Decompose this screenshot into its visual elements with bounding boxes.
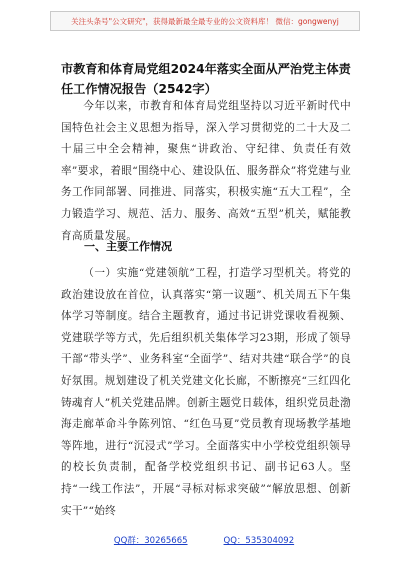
section-heading: 一、主要工作情况 — [84, 240, 172, 253]
section-text: （一）实施“党建领航”工程，打造学习型机关。将党的政治建设放在首位，认真落实“第一议题”、机关周五下午集体学习等制度。结合主题教育，通过书记讲党课收看视频、党建联学等方式，先后组织机关集体学习23期，形成了领导干部“带头学”、业务科室“全面学”、结对共建“联合学”的良好氛围。规划建设了机关党建文化长廊，不断擦亮“三红四化铸魂育人”机关党建品牌。创新主题党日载体，组织党员赴渤海走廊革命斗争陈列馆、“红色马夏”党员教育现场教学基地等阵地，进行“沉浸式”学习。全面落实中小学校党组织领导的校长负责制，配备学校党组织书记、副书记63人。坚持“一线工作法”，开展“寻标对标求突破”“解放思想、创新实干”“始终 — [61, 267, 351, 517]
section-paragraph — [61, 263, 351, 522]
promo-banner-text: 关注头条号"公文研究"，获得最新最全最专业的公文资料库！ 微信：gongwenyj — [71, 16, 339, 26]
footer-contact — [0, 534, 408, 546]
footer-qq-link[interactable]: QQ：535304092 — [223, 536, 295, 546]
promo-banner[interactable] — [50, 11, 360, 31]
document-title: 市教育和体育局党组2024年落实全面从严治党主体责任工作情况报告（2542字） — [61, 62, 351, 96]
intro-text: 今年以来，市教育和体育局党组坚持以习近平新时代中国特色社会主义思想为指导，深入学习贯彻党的二十大及二十届三中全会精神，聚焦“讲政治、守纪律、负责任有效率”要求，着眼“围绕中心、建设队伍、服务群众”将党建与业务工作同部署、同推进、同落实，积极实施“五大工程”，全力锻造学习、规范、活力、服务、高效“五型”机关，赋能教育高质量发展。 — [61, 100, 351, 242]
intro-paragraph — [61, 96, 351, 247]
footer-qq-group-link[interactable]: QQ群：30265665 — [113, 536, 188, 546]
